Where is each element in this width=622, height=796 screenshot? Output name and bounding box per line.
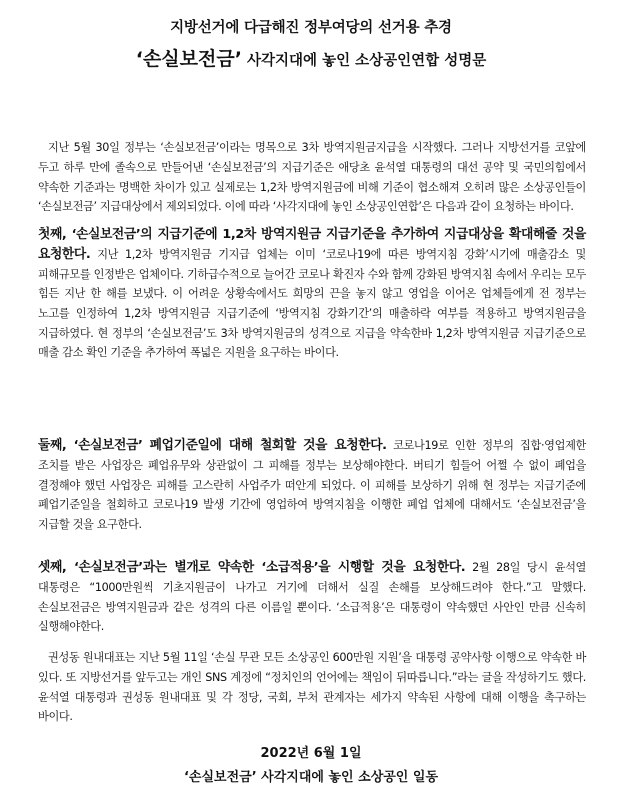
main-title-rest: 사각지대에 놓인 소상공인연합 성명문 [241, 53, 487, 69]
statement-date: 2022년 6월 1일 [260, 746, 362, 761]
first-demand-lead: 첫째, ‘손실보전금’의 지급기준에 1,2차 방역지원금 지급기준을 추가하여 지급대상을 확대해줄 것을 요청한다. [38, 227, 586, 262]
intro-paragraph: 지난 5월 30일 정부는 ‘손실보전금’이라는 명목으로 3차 방역지원금지급을 시작했다. 그러나 지방선거를 코앞에 두고 하루 만에 졸속으로 만들어낸 ‘손실보전금’의 지급기준은 애당초 윤석열 대통령의 대선 공약 및 국민의힘에서 약속한 기준과는 명백한 차이가 있고 실제로는 1,2차 방역지원금에 비해 기준이 협소해져 오히려 많은 소상공인들이 ‘손실보전금’ 지급대상에서 제외되었다. 이에 따라 ‘사각지대에 놓인 소상공인연합’은 다음과 같이 요청하는 바이다. [38, 141, 586, 214]
third-demand-body: 2월 28일 당시 윤석열 대통령은 “1000만원씩 기초지원금이 나가고 거기에 더해서 실질 손해를 보상해드려야 한다.”고 말했다. 손실보전금은 방역지원금과 같은 성격의 다른 이름일 뿐이다. ‘소급적용’은 대통령이 약속했던 사안인 만큼 신속히 실행해야한다. [38, 561, 586, 634]
headline: 지방선거에 다급해진 정부여당의 선거용 추경 [170, 20, 452, 36]
statement-signer: ‘손실보전금’ 사각지대에 놓인 소상공인 일동 [183, 770, 439, 785]
first-demand-body: 지난 1,2차 방역지원금 기지급 업체는 이미 ‘코로나19에 따른 방역지침 강화’시기에 매출감소 및 피해규모를 인정받은 업체이다. 기하급수적으로 늘어간 코로나 확진자 수와 함께 강화된 방역지침 속에서 우리는 모두 힘든 지난 한 해를 보냈다. 이 어려운 상황속에서도 희망의 끈을 놓지 않고 영업을 이어온 업체들에게 전 정부는 노고를 인정하여 1,2차 방역지원금 지급기준에 ‘방역지침 강화기간’의 매출하락 여부를 적용하고 방역지원금을 지급하였다. 현 정부의 ‘손실보전금’도 3차 방역지원금의 성격으로 지급을 약속한바 1,2차 방역지원금 지급기준으로 매출 감소 확인 기준을 추가하여 폭넓은 지원을 요구하는 바이다. [38, 247, 586, 360]
first-demand-paragraph [38, 225, 586, 363]
second-demand-paragraph [38, 436, 586, 535]
main-title-keyword: ‘손실보전금’ [135, 48, 242, 70]
third-demand-lead: 셋째, ‘손실보전금’과는 별개로 약속한 ‘소급적용’을 시행할 것을 요청한다. [38, 560, 466, 576]
closing-paragraph: 권성동 원내대표는 지난 5월 11일 ‘손실 무관 모든 소상공인 600만원 지원’을 대통령 공약사항 이행으로 약속한 바 있다. 또 지방선거를 앞두고는 개인 SNS 계정에 “정치인의 언어에는 책임이 뒤따릅니다.”라는 글을 작성하기도 했다. 윤석열 대통령과 권성동 원내대표 및 각 정당, 국회, 부처 관계자는 세가지 약속된 사항에 대해 이행을 촉구하는 바이다. [38, 651, 586, 724]
main-title [0, 44, 622, 71]
second-demand-body: 코로나19로 인한 정부의 집합·영업제한 조치를 받은 사업장은 폐업유무와 상관없이 그 피해를 정부는 보상해야한다. 버티기 힘들어 어쩔 수 없이 폐업을 결정해야 했던 사업장은 피해를 고스란히 사업주가 떠안게 되었다. 이 피해를 보상하기 위해 현 정부는 지급기준에 폐업기준일을 철회하고 코로나19 발생 기간에 영업하여 방역지침을 이행한 폐업 업체에 대해서도 ‘손실보전금’을 지급할 것을 요구한다. [38, 439, 586, 531]
second-demand-lead: 둘째, ‘손실보전금’ 폐업기준일에 대해 철회할 것을 요청한다. [38, 438, 387, 454]
third-demand-paragraph [38, 558, 586, 637]
